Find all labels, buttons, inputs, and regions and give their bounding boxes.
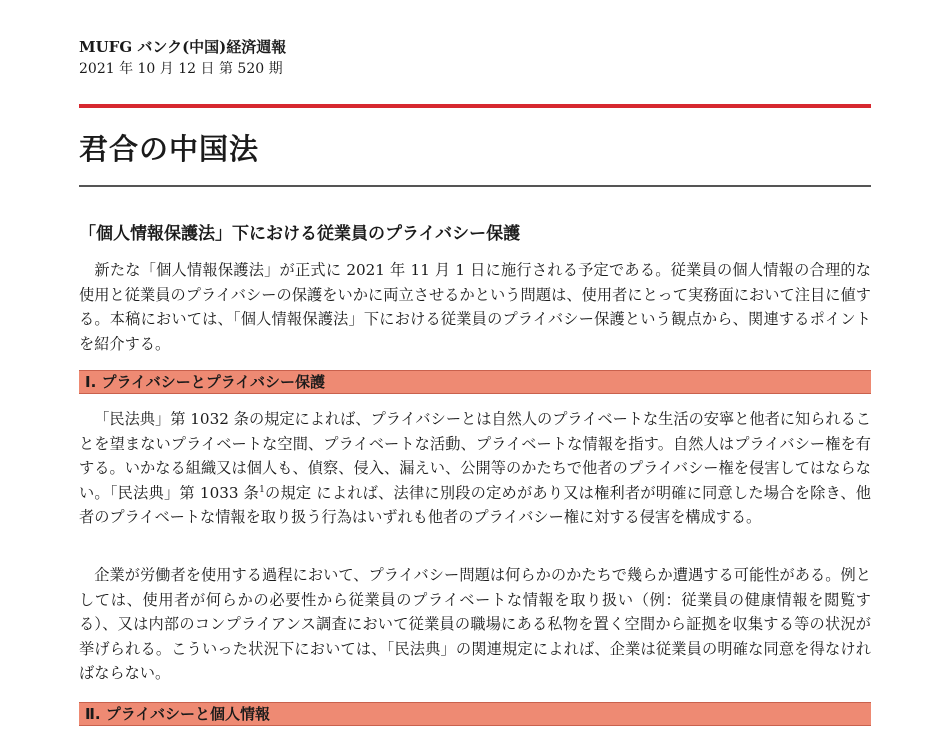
section-heading-1 (79, 370, 871, 394)
section1-p1-text-a: 「民法典」第 1032 条の規定によれば、プライバシーとは自然人のプライベートな生活の安寧と他者に知られることを望まないプライベートな空間、プライベートな活動、プライベートな情報を指す。自然人はプライバシー権を有する。いかなる組織又は個人も、偵察、侵入、漏えい、公開等のかたちで他者のプライバシー権を侵害してはならない。「民法典」第 1033 条 (79, 410, 871, 502)
section1-paragraph-2 (79, 563, 871, 686)
footnote-ref[interactable]: 1 (259, 484, 265, 495)
section-heading-2-label: Ⅱ. プライバシーと個人情報 (85, 705, 271, 723)
publication-header (79, 37, 286, 79)
section1-p1-text-b: の規定 によれば、法律に別段の定めがあり又は権利者が明確に同意した場合を除き、他者のプライベートな情報を取り扱う行為はいずれも他者のプライバシー権に対する侵害を構成する。 (79, 483, 871, 527)
intro-text: 新たな「個人情報保護法」が正式に 2021 年 11 月 1 日に施行される予定である。従業員の個人情報の合理的な使用と従業員のプライバシーの保護をいかに両立させるかという問題は、使用者にとって実務面において注目に値する。本稿においては、「個人情報保護法」下における従業員のプライバシー保護という観点から、関連するポイントを紹介する。 (79, 261, 871, 353)
section-heading-2 (79, 702, 871, 726)
issue-date: 2021 年 10 月 12 日 第 520 期 (79, 61, 283, 77)
publication-name: MUFG バンク(中国)経済週報 (79, 38, 287, 56)
section-heading-1-label: Ⅰ. プライバシーとプライバシー保護 (85, 373, 326, 391)
gray-divider (79, 185, 871, 187)
page-title: 君合の中国法 (79, 132, 260, 166)
article-title: 「個人情報保護法」下における従業員のプライバシー保護 (79, 224, 521, 244)
section1-paragraph-1 (79, 407, 871, 530)
section1-p2-text: 企業が労働者を使用する過程において、プライバシー問題は何らかのかたちで幾らか遭遇する可能性がある。例としては、使用者が何らかの必要性から従業員のプライベートな情報を取り扱い（例：従業員の健康情報を閲覧する）、又は内部のコンプライアンス調査において従業員の職場にある私物を置く空間から証拠を収集する等の状況が挙げられる。こういった状況下においては、「民法典」の関連規定によれば、企業は従業員の明確な同意を得なければならない。 (79, 566, 871, 683)
red-divider (79, 104, 871, 108)
intro-paragraph (79, 258, 871, 356)
